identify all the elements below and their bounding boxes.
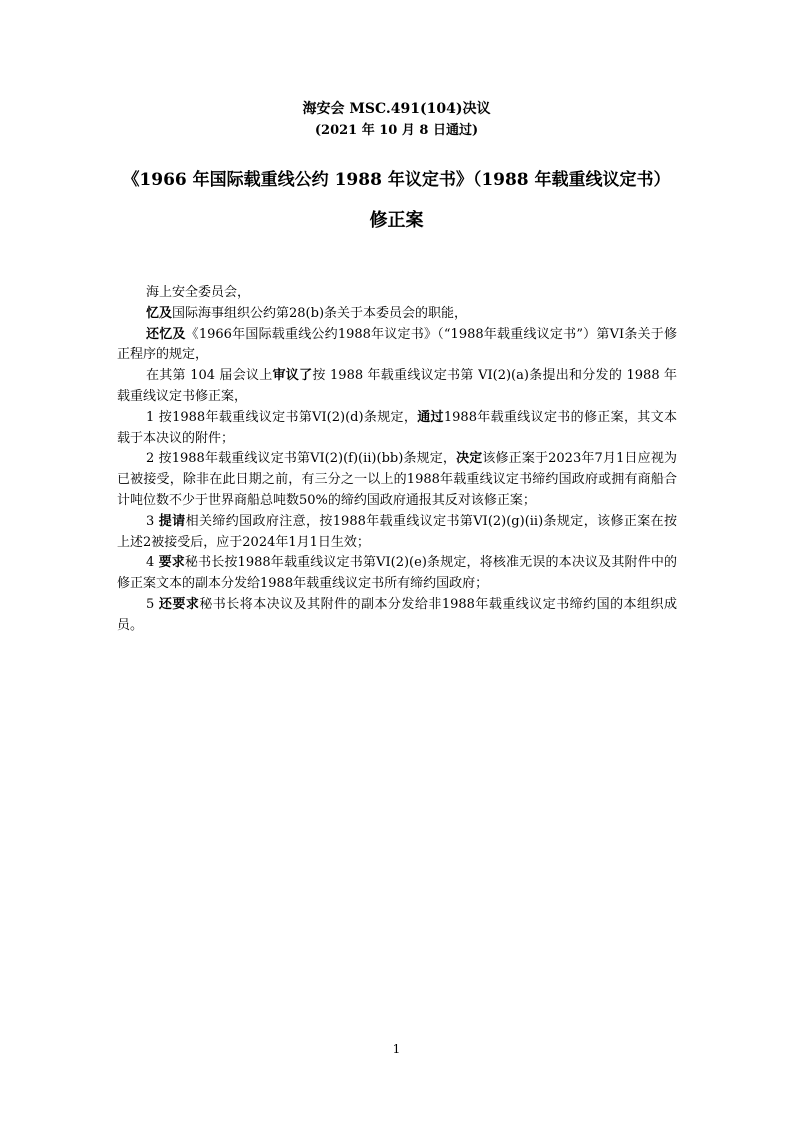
paragraph-having-considered: 在其第 104 届会议上审议了按 1988 年载重线议定书第 VI(2)(a)条提出和分发的 1988 年载重线议定书修正案，	[117, 368, 677, 404]
paragraph-preamble: 海上安全委员会，	[146, 285, 251, 300]
operative-paragraph-2: 2 按1988年载重线议定书第VI(2)(f)(ii)(bb)条规定，决定该修正案于2023年7月1日应视为已被接受，除非在此日期之前，有三分之一以上的1988年载重线议定书缔约国政府或拥有商船合计吨位数不少于世界商船总吨数50%的缔约国政府通报其反对该修正案；	[117, 451, 677, 508]
operative-paragraph-1: 1 按1988年载重线议定书第VI(2)(d)条规定，通过1988年载重线议定书的修正案，其文本载于本决议的附件；	[117, 409, 677, 446]
operative-paragraph-5: 5 还要求秘书长将本决议及其附件的副本分发给非1988年载重线议定书缔约国的本组织成员。	[117, 596, 677, 633]
resolution-body	[117, 283, 677, 637]
operative-paragraph-3: 3 提请相关缔约国政府注意，按1988年载重线议定书第VI(2)(g)(ii)条规定，该修正案在按上述2被接受后，应于2024年1月1日生效；	[117, 513, 677, 550]
page-number: 1	[392, 1042, 401, 1056]
paragraph-recalling-also: 还忆及《1966年国际载重线公约1988年议定书》（“1988年载重线议定书”）第VI条关于修正程序的规定，	[117, 326, 677, 363]
paragraph-recalling: 忆及国际海事组织公约第28(b)条关于本委员会的职能，	[146, 305, 468, 321]
document-subtitle: 修正案	[369, 210, 424, 231]
operative-paragraph-4: 4 要求秘书长按1988年载重线议定书第VI(2)(e)条规定，将核准无误的本决议及其附件中的修正案文本的副本分发给1988年载重线议定书所有缔约国政府；	[117, 555, 677, 592]
resolution-number: 海安会 MSC.491(104)决议	[302, 101, 491, 117]
adoption-date: (2021 年 10 月 8 日通过)	[314, 123, 479, 138]
document-title: 《1966 年国际载重线公约 1988 年议定书》（1988 年载重线议定书）	[122, 170, 671, 190]
